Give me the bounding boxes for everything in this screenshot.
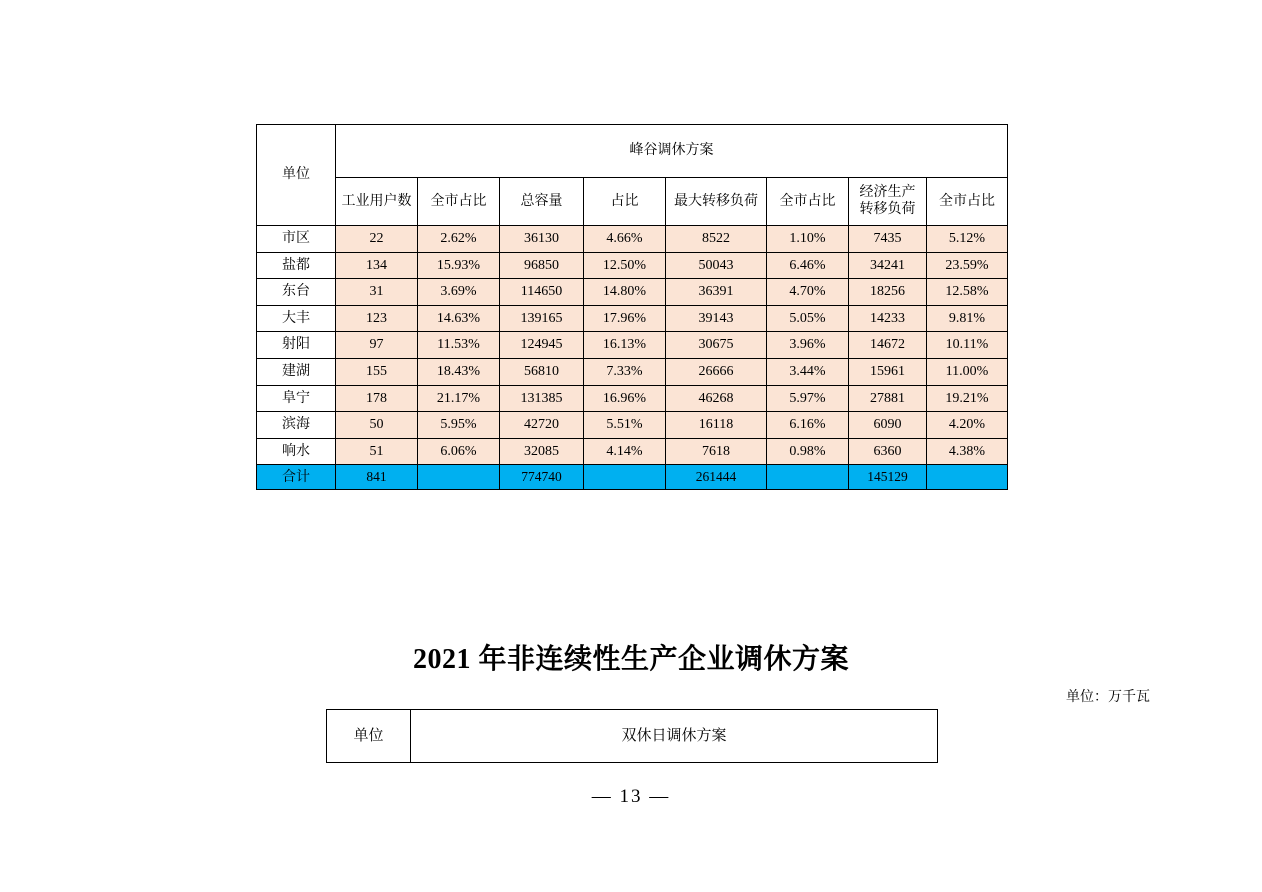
row-cell: 15961 [849, 358, 927, 385]
row-cell: 26666 [666, 358, 767, 385]
row-cell: 114650 [500, 279, 584, 306]
table1-header-row-1 [257, 125, 1008, 178]
row-unit: 响水 [257, 438, 336, 465]
peak-valley-schedule-table [256, 124, 1007, 490]
table1-col-header-6-line1: 经济生产 [859, 185, 916, 201]
table-row [257, 305, 1008, 332]
table1-header-row-2 [257, 178, 1008, 226]
total-cell [584, 465, 666, 490]
row-cell: 139165 [500, 305, 584, 332]
table-row [257, 412, 1008, 439]
row-cell: 3.69% [418, 279, 500, 306]
table-row [257, 226, 1008, 253]
total-cell [927, 465, 1008, 490]
table1-body [257, 226, 1008, 490]
row-cell: 178 [336, 385, 418, 412]
row-cell: 30675 [666, 332, 767, 359]
row-unit: 市区 [257, 226, 336, 253]
table1-col-header-5: 全市占比 [767, 178, 849, 226]
row-cell: 5.51% [584, 412, 666, 439]
table1-group-header: 峰谷调休方案 [336, 125, 1008, 178]
row-cell: 6360 [849, 438, 927, 465]
total-cell [418, 465, 500, 490]
table1-col-header-6-line2: 转移负荷 [859, 201, 916, 217]
row-cell: 5.12% [927, 226, 1008, 253]
table2-header-row [327, 710, 938, 763]
table2-unit-header: 单位 [327, 710, 411, 763]
table-total-row [257, 465, 1008, 490]
row-cell: 36391 [666, 279, 767, 306]
row-cell: 8522 [666, 226, 767, 253]
row-cell: 32085 [500, 438, 584, 465]
row-cell: 18.43% [418, 358, 500, 385]
row-cell: 1.10% [767, 226, 849, 253]
table1-col-header-1: 全市占比 [418, 178, 500, 226]
row-cell: 34241 [849, 252, 927, 279]
total-unit: 合计 [257, 465, 336, 490]
row-cell: 2.62% [418, 226, 500, 253]
unit-note: 单位：万千瓦 [1066, 690, 1150, 705]
row-cell: 46268 [666, 385, 767, 412]
table1-col-header-3: 占比 [584, 178, 666, 226]
row-cell: 7618 [666, 438, 767, 465]
row-cell: 10.11% [927, 332, 1008, 359]
row-cell: 23.59% [927, 252, 1008, 279]
row-cell: 5.97% [767, 385, 849, 412]
row-cell: 9.81% [927, 305, 1008, 332]
row-cell: 14.63% [418, 305, 500, 332]
row-unit: 阜宁 [257, 385, 336, 412]
table1-head [257, 125, 1008, 226]
row-cell: 97 [336, 332, 418, 359]
table1-col-header-2: 总容量 [500, 178, 584, 226]
row-unit: 东台 [257, 279, 336, 306]
row-cell: 5.05% [767, 305, 849, 332]
row-cell: 4.14% [584, 438, 666, 465]
row-cell: 11.00% [927, 358, 1008, 385]
row-unit: 大丰 [257, 305, 336, 332]
table-row [257, 332, 1008, 359]
row-cell: 39143 [666, 305, 767, 332]
row-cell: 51 [336, 438, 418, 465]
row-cell: 16118 [666, 412, 767, 439]
row-cell: 3.96% [767, 332, 849, 359]
total-cell: 841 [336, 465, 418, 490]
row-cell: 14233 [849, 305, 927, 332]
row-cell: 124945 [500, 332, 584, 359]
row-cell: 15.93% [418, 252, 500, 279]
row-cell: 4.66% [584, 226, 666, 253]
row-cell: 3.44% [767, 358, 849, 385]
row-cell: 4.20% [927, 412, 1008, 439]
table2 [326, 709, 938, 763]
row-cell: 31 [336, 279, 418, 306]
table-row [257, 279, 1008, 306]
row-cell: 6.46% [767, 252, 849, 279]
table1-col-header-4: 最大转移负荷 [666, 178, 767, 226]
weekend-schedule-table [326, 709, 937, 763]
row-cell: 36130 [500, 226, 584, 253]
row-cell: 155 [336, 358, 418, 385]
table1 [256, 124, 1008, 490]
row-unit: 射阳 [257, 332, 336, 359]
row-cell: 50043 [666, 252, 767, 279]
page-title: 2021 年非连续性生产企业调休方案 [412, 644, 849, 675]
row-cell: 42720 [500, 412, 584, 439]
row-cell: 12.50% [584, 252, 666, 279]
row-cell: 27881 [849, 385, 927, 412]
row-cell: 96850 [500, 252, 584, 279]
row-cell: 134 [336, 252, 418, 279]
row-cell: 0.98% [767, 438, 849, 465]
row-cell: 7435 [849, 226, 927, 253]
table-row [257, 438, 1008, 465]
row-unit: 建湖 [257, 358, 336, 385]
row-cell: 131385 [500, 385, 584, 412]
row-cell: 123 [336, 305, 418, 332]
row-cell: 6.16% [767, 412, 849, 439]
row-cell: 18256 [849, 279, 927, 306]
table-row [257, 358, 1008, 385]
row-cell: 11.53% [418, 332, 500, 359]
row-cell: 6.06% [418, 438, 500, 465]
row-cell: 16.96% [584, 385, 666, 412]
row-cell: 12.58% [927, 279, 1008, 306]
total-cell: 774740 [500, 465, 584, 490]
row-cell: 14672 [849, 332, 927, 359]
row-cell: 14.80% [584, 279, 666, 306]
table2-body [327, 710, 938, 763]
row-cell: 7.33% [584, 358, 666, 385]
row-cell: 5.95% [418, 412, 500, 439]
row-cell: 56810 [500, 358, 584, 385]
table1-unit-header: 单位 [257, 125, 336, 226]
page-number: — 13 — [591, 786, 671, 807]
row-cell: 4.38% [927, 438, 1008, 465]
row-unit: 滨海 [257, 412, 336, 439]
row-cell: 17.96% [584, 305, 666, 332]
table-row [257, 252, 1008, 279]
row-cell: 21.17% [418, 385, 500, 412]
row-cell: 16.13% [584, 332, 666, 359]
table1-col-header-6 [849, 178, 927, 226]
row-cell: 50 [336, 412, 418, 439]
table1-col-header-0: 工业用户数 [336, 178, 418, 226]
row-cell: 22 [336, 226, 418, 253]
row-cell: 6090 [849, 412, 927, 439]
table-row [257, 385, 1008, 412]
table1-col-header-7: 全市占比 [927, 178, 1008, 226]
row-unit: 盐都 [257, 252, 336, 279]
total-cell [767, 465, 849, 490]
row-cell: 4.70% [767, 279, 849, 306]
total-cell: 145129 [849, 465, 927, 490]
total-cell: 261444 [666, 465, 767, 490]
row-cell: 19.21% [927, 385, 1008, 412]
table2-group-header: 双休日调休方案 [411, 710, 938, 763]
